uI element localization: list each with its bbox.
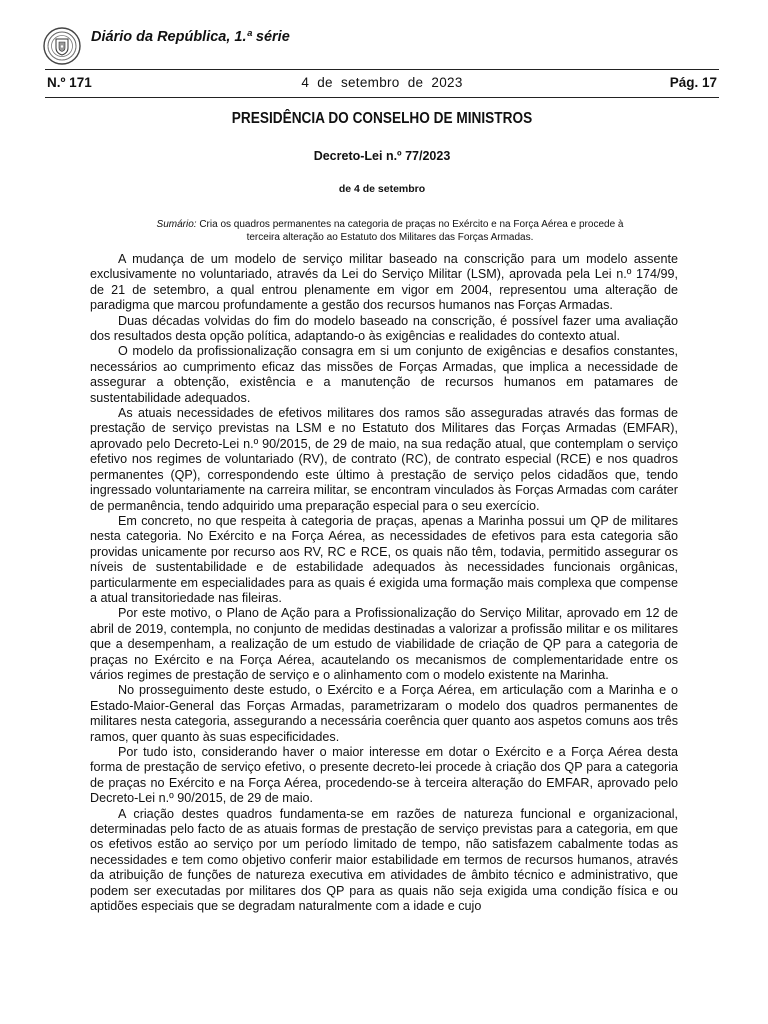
journal-title: Diário da República, 1.ª série xyxy=(91,29,290,45)
body-paragraph: Por tudo isto, considerando haver o maior interesse em dotar o Exército e a Força Aérea desta forma de prestação de serviço efetivo, o presente decreto-lei procede à criação dos QP para a categoria de praças no Exército e na Força Aérea, procedendo-se à terceira alteração do EMFAR, aprovado pelo Decreto-Lei n.º 90/2015, de 29 de maio. xyxy=(90,745,678,806)
page-number: Pág. 17 xyxy=(669,75,717,90)
body-paragraph: As atuais necessidades de efetivos militares dos ramos são asseguradas através das formas de prestação de serviço previstas na LSM e no Estatuto dos Militares das Forças Armadas (EMFAR), aprovado pelo Decreto-Lei n.º 90/2015, de 29 de maio, na sua redação atual, que contemplam o serviço efetivo nos regimes de voluntariado (RV), de contrato (RC), de contrato especial (RCE) e nos quadros permanentes (QP), correspondendo este último à prestação de serviço pelos cidadãos que, tendo ingressado voluntariamente na carreira militar, se encontram vinculados às Forças Armadas com caráter de permanência, tendo adquirido uma preparação especial para o seu exercício. xyxy=(90,406,678,513)
issue-number: N.º 171 xyxy=(47,75,92,90)
summary-text: Cria os quadros permanentes na categoria de praças no Exército e na Força Aérea e procede à terceira alteração ao Estatuto dos Militares das Forças Armadas. xyxy=(199,219,624,243)
decree-body xyxy=(90,252,678,914)
body-paragraph: Em concreto, no que respeita à categoria de praças, apenas a Marinha possui um QP de militares nesta categoria. No Exército e na Força Aérea, as necessidades de efetivos para esta categoria são providas unicamente por recurso aos RV, RC e RCE, os quais não têm, todavia, permitido assegurar os níveis de sustentabilidade e de estabilidade adequados às necessidades funcionais orgânicas, particularmente em especialidades para as quais é exigida uma formação mais complexa que compense a atual transitoriedade nas fileiras. xyxy=(90,513,678,605)
issue-info-bar xyxy=(45,69,719,98)
summary-label: Sumário: xyxy=(156,219,197,230)
body-paragraph: A mudança de um modelo de serviço militar baseado na conscrição para um modelo assente exclusivamente no voluntariado, através da Lei do Serviço Militar (LSM), aprovada pela Lei n.º 174/99, de 21 de setembro, a qual entrou plenamente em vigor em 2004, representou uma alteração de paradigma que marcou profundamente a gestão dos recursos humanos nas Forças Armadas. xyxy=(90,252,678,313)
body-paragraph: Duas décadas volvidas do fim do modelo baseado na conscrição, é possível fazer uma avaliação dos resultados desta opção política, adaptando-o às exigências e realidades do contexto atual. xyxy=(90,313,678,344)
decree-date: de 4 de setembro xyxy=(338,183,426,195)
coat-of-arms-icon xyxy=(42,26,82,66)
issue-date: 4 de setembro de 2023 xyxy=(301,75,463,90)
journal-header xyxy=(42,26,732,68)
decree-title: Decreto-Lei n.º 77/2023 xyxy=(313,149,451,163)
ministry-heading: PRESIDÊNCIA DO CONSELHO DE MINISTROS xyxy=(231,110,533,127)
body-paragraph: Por este motivo, o Plano de Ação para a Profissionalização do Serviço Militar, aprovado em 12 de abril de 2019, contempla, no conjunto de medidas destinadas a valorizar a profissão militar e os militares que a desempenham, a realização de um estudo de viabilidade de criação de QP para a categoria de praças no Exército e na Força Aérea, acautelando os mecanismos de complementaridade entre os vários regimes de prestação de serviço e o alinhamento com o modelo existente na Marinha. xyxy=(90,606,678,682)
body-paragraph: O modelo da profissionalização consagra em si um conjunto de exigências e desafios constantes, necessários ao cumprimento eficaz das missões de Forças Armadas, que implica a necessidade de assegurar a obtenção, existência e a manutenção de recursos humanos em patamares de sustentabilidade adequados. xyxy=(90,344,678,405)
body-paragraph: A criação destes quadros fundamenta-se em razões de natureza funcional e organizacional, determinadas pelo facto de as atuais formas de prestação de serviço previstas para a categoria, em que os efetivos estão ao serviço por um período limitado de tempo, não satisfazem cabalmente todas as necessidades e tem como objetivo conferir maior estabilidade em termos de recursos humanos, através da atribuição de funções de natureza executiva em atividades de âmbito técnico e administrativo, que podem ser executadas por militares dos QP para as quais não seja exigida uma condição física e ou aptidões especiais que se degradam naturalmente com a idade e cujo xyxy=(90,806,678,914)
body-paragraph: No prosseguimento deste estudo, o Exército e a Força Aérea, em articulação com a Marinha e o Estado-Maior-General das Forças Armadas, parametrizaram o modelo dos quadros permanentes de militares nesta categoria, assegurando a necessária coerência quer quanto aos aspetos comuns aos três ramos, quer quanto às suas especificidades. xyxy=(90,683,678,744)
summary xyxy=(150,218,630,244)
